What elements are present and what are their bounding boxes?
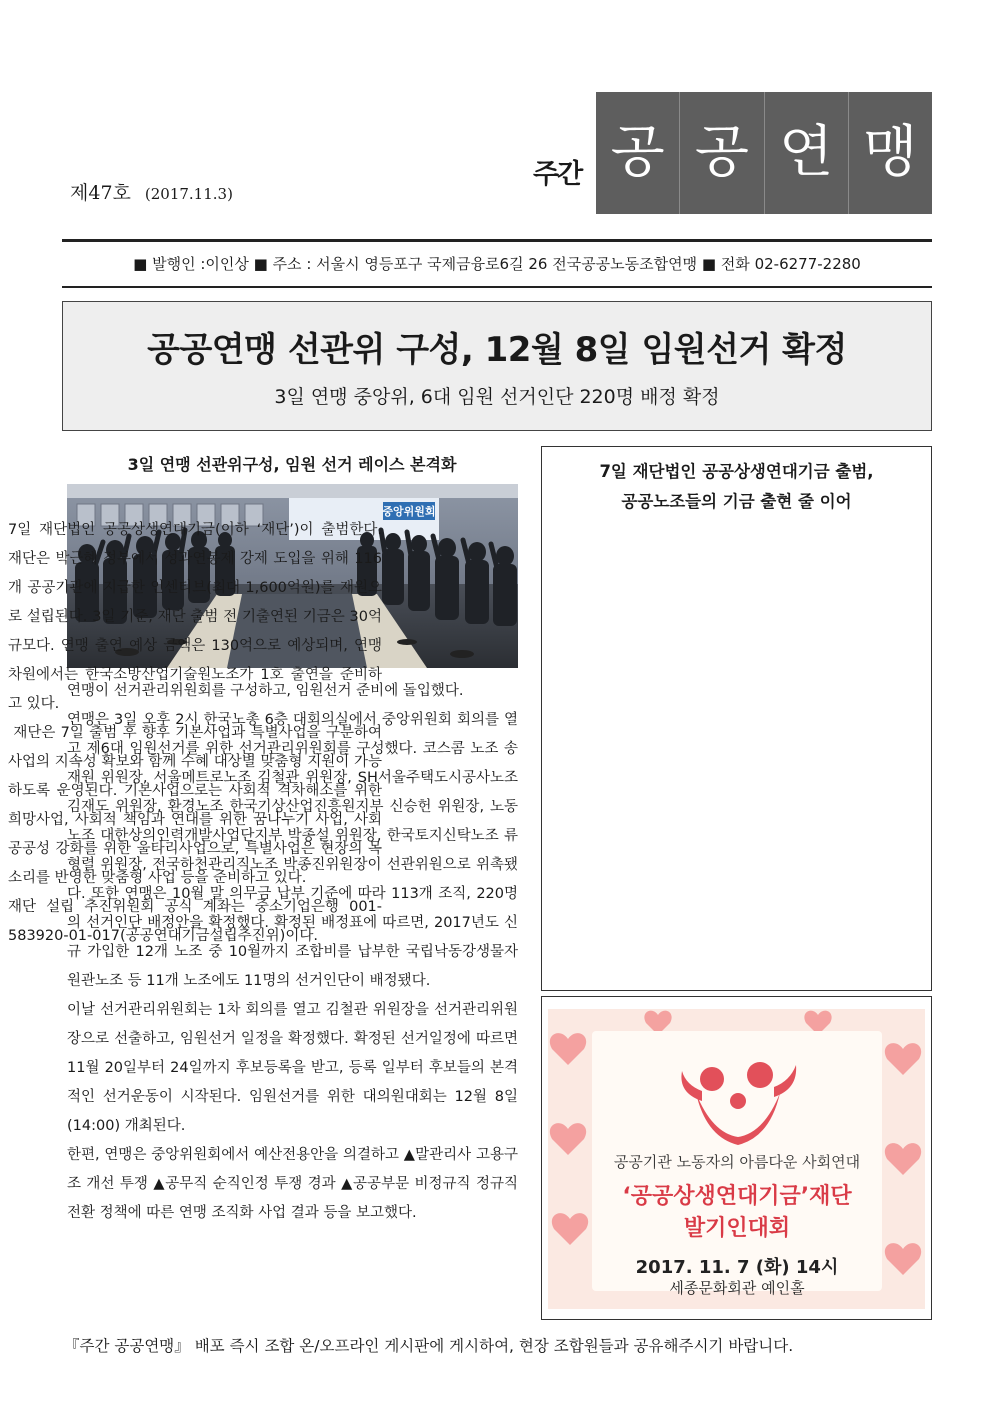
- event-poster-box: [541, 996, 932, 1320]
- bottom-rule: [62, 286, 932, 288]
- right-article-title: [542, 457, 931, 517]
- top-rule: [62, 239, 932, 242]
- right-article-paragraph: 7일 재단법인 공공상생연대기금(이하 ‘재단’)이 출범한다. 재단은 박근혜 정부에서 성과연봉제 강제 도입을 위해 116개 공공기관에 지급한 인센티브(최대 1,600억원)를 재원으로 설립된다. 3일 기준, 재단 출범 전 기출연된 기금은 30억 규모다. 연맹 출연 예상 금액은 130억으로 예상되며, 연맹 차원에서는 한국소방산업기술원노조가 1호 출연을 준비하고 있다.: [8, 522, 382, 712]
- issue-label: 제47호: [70, 182, 131, 204]
- headline-box: [62, 301, 932, 431]
- family-logo-icon: [592, 1031, 882, 1151]
- left-article-title: 3일 연맹 선관위구성, 임원 선거 레이스 본격화: [127, 455, 457, 474]
- masthead-char: 공: [610, 120, 665, 185]
- poster-card: [592, 1031, 882, 1297]
- headline-title: 공공연맹 선관위 구성, 12월 8일 임원선거 확정: [147, 330, 847, 370]
- photo-banner-text: 중앙위원회: [382, 505, 436, 518]
- poster-venue: 세종문화회관 예인홀: [669, 1279, 805, 1297]
- left-article-paragraph: 이날 선거관리위원회는 1차 회의를 열고 김철관 위원장을 선거관리위원장으로 선출하고, 임원선거 일정을 확정했다. 확정된 선거일정에 따르면 11월 20일부터 24일까지 후보등록을 받고, 등록 일부터 후보들의 본격적인 선거운동이 시작된다. 임원선거를 위한 대의원대회는 12월 8일(14:00) 개최된다.: [67, 1002, 518, 1134]
- poster-line: ‘공공상생연대기금’재단: [622, 1184, 852, 1209]
- weekly-label: 주간: [533, 159, 582, 190]
- left-article-paragraph: 연맹이 선거관리위원회를 구성하고, 임원선거 준비에 돌입했다.: [67, 683, 464, 699]
- right-article-title-line: 7일 재단법인 공공상생연대기금 출범,: [599, 462, 874, 481]
- masthead: [596, 92, 932, 214]
- right-article-body: [8, 516, 387, 951]
- poster-line: 발기인대회: [683, 1216, 791, 1241]
- right-article-paragraph: 재단은 7일 출범 후 향후 기본사업과 특별사업을 구분하여 사업의 지속성 확보와 함께 수혜 대상별 맞춤형 지원이 가능하도록 운영된다. 기본사업으로는 사회적 격차해소를 위한 희망사업, 사회적 책임과 연대를 위한 꿈나누기 사업, 사회공공성 강화를 위한 울타리사업으로, 특별사업은 현장의 목소리를 반영한 맞춤형 사업 등을 준비하고 있다.: [8, 725, 387, 886]
- right-article-paragraph: 재단 설립 추진위원회 공식 계좌는 중소기업은행 001-583920-01-017(공공연대기금설립추진위)이다.: [8, 899, 382, 944]
- right-article-box: [541, 446, 932, 991]
- issue-number: [70, 178, 233, 205]
- headline-subtitle: 3일 연맹 중앙위, 6대 임원 선거인단 220명 배정 확정: [274, 386, 720, 408]
- publisher-info: ■ 발행인 :이인상 ■ 주소 : 서울시 영등포구 국제금융로6길 26 전국공공노동조합연맹 ■ 전화 02-6277-2280: [133, 255, 861, 273]
- footer-notice: 『주간 공공연맹』 배포 즉시 조합 온/오프라인 게시판에 게시하여, 현장 조합원들과 공유해주시기 바랍니다.: [64, 1337, 794, 1355]
- left-article-paragraph: 한편, 연맹은 중앙위원회에서 예산전용안을 의결하고 ▲말관리사 고용구조 개선 투쟁 ▲공무직 순직인정 투쟁 경과 ▲공공부문 비정규직 정규직 전환 정책에 따른 연맹 조직화 사업 결과 등을 보고했다.: [67, 1147, 518, 1221]
- masthead-char: 연: [764, 92, 848, 214]
- masthead-char: 맹: [848, 92, 932, 214]
- right-article-title-line: 공공노조들의 기금 출현 줄 이어: [621, 492, 852, 511]
- left-article-paragraph: 연맹은 3일 오후 2시 한국노총 6층 대회의실에서 중앙위원회 회의를 열고 제6대 임원선거를 위한 선거관리위원회를 구성했다. 코스콤 노조 송재원 위원장, 서울메트로노조 김철관 위원장, SH서울주택도시공사노조 김재도 위원장, 환경노조 한국기상산업진흥원지부 신승헌 위원장, 노동노조 대한상의인력개발사업단지부 박종설 위원장, 한국토지신탁노조 류형렬 위원장, 전국하천관리직노조 박종진위원장이 선관위원으로 위촉됐다. 또한 연맹은 10월 말 의무금 납부 기준에 따라 113개 조직, 220명의 선거인단 배정안을 확정했다. 확정된 배정표에 따르면, 2017년도 신규 가입한 12개 노조 중 10월까지 조합비를 납부한 국립낙동강생물자원관노조 등 11개 노조에도 11명의 선거인단이 배정됐다.: [67, 712, 518, 989]
- masthead-char: 공: [679, 92, 763, 214]
- poster-date: 2017. 11. 7 (화) 14시: [635, 1257, 839, 1278]
- issue-date: (2017.11.3): [144, 185, 233, 203]
- event-poster: [548, 1009, 925, 1309]
- poster-line: 공공기관 노동자의 아름다운 사회연대: [613, 1153, 861, 1171]
